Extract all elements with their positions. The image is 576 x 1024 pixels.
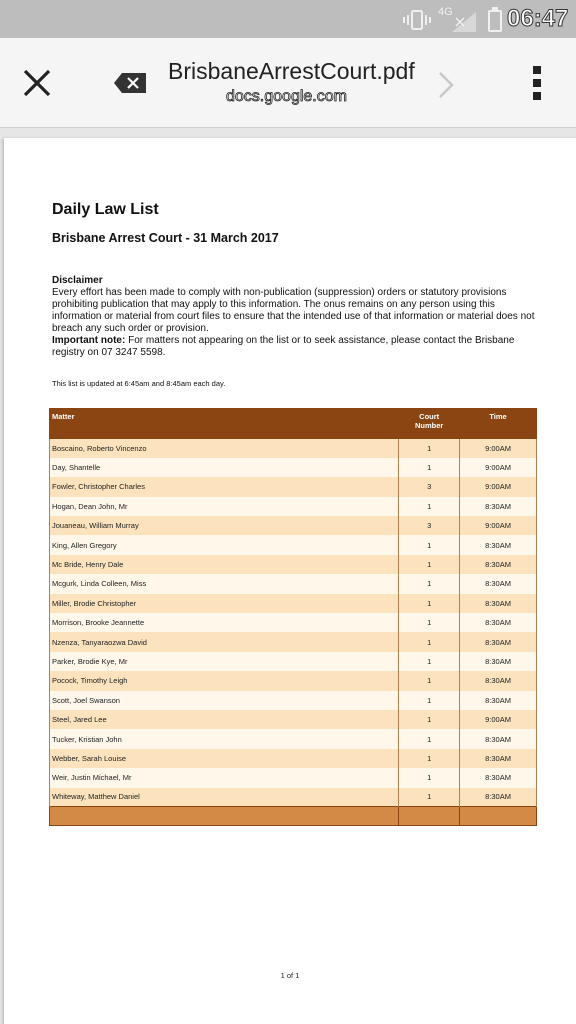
court-number-cell: 1 — [399, 729, 460, 748]
disclaimer-block — [52, 275, 542, 359]
page-number: 1 of 1 — [280, 971, 300, 980]
court-number-cell: 1 — [399, 632, 460, 651]
court-number-cell: 1 — [399, 749, 460, 768]
table-row — [50, 652, 537, 671]
time-cell: 9:00AM — [460, 439, 537, 458]
signal-icon — [452, 12, 476, 32]
footer-cell — [50, 807, 399, 826]
table-row — [50, 632, 537, 651]
table-row — [50, 710, 537, 729]
time-cell: 8:30AM — [460, 594, 537, 613]
footer-cell — [460, 807, 537, 826]
court-number-cell: 1 — [399, 574, 460, 593]
court-number-cell: 3 — [399, 477, 460, 496]
app-bar — [0, 38, 576, 128]
close-icon[interactable] — [22, 68, 52, 98]
table-row — [50, 613, 537, 632]
court-number-cell: 1 — [399, 768, 460, 787]
update-note: This list is updated at 6:45am and 8:45am each day. — [52, 379, 226, 388]
time-cell: 8:30AM — [460, 671, 537, 690]
time-cell: 8:30AM — [460, 652, 537, 671]
time-cell: 9:00AM — [460, 477, 537, 496]
court-number-cell: 1 — [399, 497, 460, 516]
network-type-label: 4G — [438, 6, 453, 18]
matter-cell: Boscaino, Roberto Vincenzo — [50, 439, 399, 458]
table-row — [50, 788, 537, 807]
pdf-page — [4, 138, 576, 1024]
time-cell: 8:30AM — [460, 768, 537, 787]
status-bar — [0, 0, 576, 38]
time-cell: 8:30AM — [460, 632, 537, 651]
table-row — [50, 439, 537, 458]
table-row — [50, 535, 537, 554]
court-number-cell: 1 — [399, 555, 460, 574]
court-number-cell: 1 — [399, 652, 460, 671]
table-row — [50, 497, 537, 516]
page-title: Daily Law List — [52, 201, 159, 218]
time-cell: 9:00AM — [460, 710, 537, 729]
matter-cell: Mc Bride, Henry Dale — [50, 555, 399, 574]
matter-cell: King, Allen Gregory — [50, 535, 399, 554]
clock-time: 06:47 — [507, 5, 569, 32]
matter-cell: Nzenza, Tanyaraozwa David — [50, 632, 399, 651]
matter-cell: Morrison, Brooke Jeannette — [50, 613, 399, 632]
time-cell: 8:30AM — [460, 788, 537, 807]
important-note-text: For matters not appearing on the list or to seek assistance, please contact the Brisbane registry on 07 3247 5598. — [52, 335, 515, 358]
table-footer-row — [50, 807, 537, 826]
time-cell: 8:30AM — [460, 613, 537, 632]
table-row — [50, 594, 537, 613]
matter-cell: Fowler, Christopher Charles — [50, 477, 399, 496]
time-cell: 9:00AM — [460, 516, 537, 535]
court-number-cell: 1 — [399, 439, 460, 458]
table-row — [50, 671, 537, 690]
matter-cell: Mcgurk, Linda Colleen, Miss — [50, 574, 399, 593]
header-time: Time — [460, 409, 537, 439]
table-row — [50, 555, 537, 574]
vibrate-icon — [402, 10, 432, 30]
court-number-cell: 1 — [399, 535, 460, 554]
matter-cell: Hogan, Dean John, Mr — [50, 497, 399, 516]
disclaimer-text: Every effort has been made to comply with non-publication (suppression) orders or statutory provisions prohibiting publication that may apply to this information. The onus remains on any person using this information or material from court files to ensure that the intended use of that information or material does not breach any such order or provision. — [52, 287, 535, 334]
time-cell: 8:30AM — [460, 497, 537, 516]
page-subtitle: Brisbane Arrest Court - 31 March 2017 — [52, 231, 279, 245]
battery-icon — [488, 10, 502, 32]
table-row — [50, 458, 537, 477]
matter-cell: Day, Shantelle — [50, 458, 399, 477]
table-row — [50, 516, 537, 535]
important-note-label: Important note: — [52, 335, 126, 346]
table-row — [50, 729, 537, 748]
court-number-cell: 1 — [399, 788, 460, 807]
time-cell: 8:30AM — [460, 555, 537, 574]
table-header-row — [50, 409, 537, 439]
court-number-cell: 1 — [399, 710, 460, 729]
matter-cell: Webber, Sarah Louise — [50, 749, 399, 768]
court-number-cell: 3 — [399, 516, 460, 535]
header-court-line1: Court — [419, 412, 440, 421]
matter-cell: Jouaneau, William Murray — [50, 516, 399, 535]
matter-cell: Pocock, Timothy Leigh — [50, 671, 399, 690]
table-row — [50, 691, 537, 710]
matter-cell: Steel, Jared Lee — [50, 710, 399, 729]
table-row — [50, 574, 537, 593]
table-row — [50, 749, 537, 768]
header-court-line2: Number — [414, 421, 444, 430]
time-cell: 8:30AM — [460, 535, 537, 554]
time-cell: 8:30AM — [460, 574, 537, 593]
matter-cell: Tucker, Kristian John — [50, 729, 399, 748]
document-title: BrisbaneArrestCourt.pdf — [168, 58, 415, 84]
backspace-icon[interactable] — [113, 72, 147, 94]
table-row — [50, 477, 537, 496]
court-number-cell: 1 — [399, 671, 460, 690]
document-host: docs.google.com — [226, 88, 347, 105]
chevron-right-icon[interactable] — [436, 70, 456, 100]
table-row — [50, 768, 537, 787]
footer-cell — [399, 807, 460, 826]
more-vert-icon[interactable] — [533, 66, 543, 102]
header-matter: Matter — [50, 409, 399, 439]
matter-cell: Weir, Justin Michael, Mr — [50, 768, 399, 787]
time-cell: 8:30AM — [460, 749, 537, 768]
court-number-cell: 1 — [399, 691, 460, 710]
court-number-cell: 1 — [399, 613, 460, 632]
law-list-table — [49, 408, 537, 826]
time-cell: 9:00AM — [460, 458, 537, 477]
header-court-number — [399, 409, 460, 439]
matter-cell: Scott, Joel Swanson — [50, 691, 399, 710]
matter-cell: Whiteway, Matthew Daniel — [50, 788, 399, 807]
disclaimer-heading: Disclaimer — [52, 275, 103, 286]
time-cell: 8:30AM — [460, 729, 537, 748]
matter-cell: Miller, Brodie Christopher — [50, 594, 399, 613]
time-cell: 8:30AM — [460, 691, 537, 710]
matter-cell: Parker, Brodie Kye, Mr — [50, 652, 399, 671]
court-number-cell: 1 — [399, 594, 460, 613]
table-body — [50, 439, 537, 826]
court-number-cell: 1 — [399, 458, 460, 477]
